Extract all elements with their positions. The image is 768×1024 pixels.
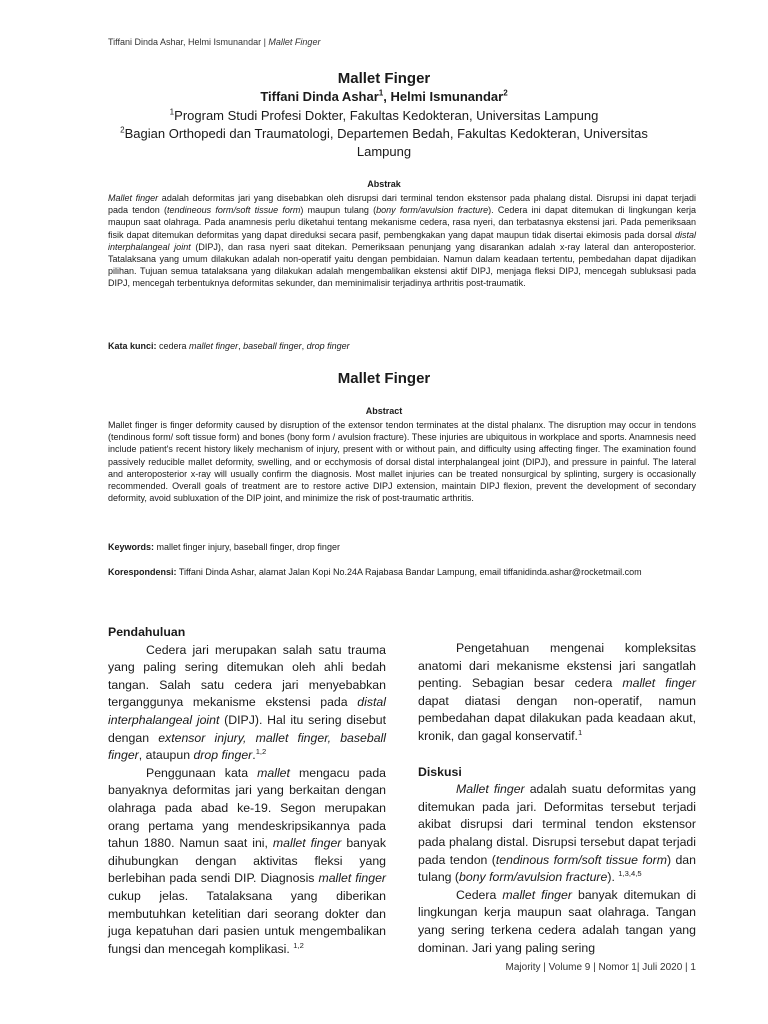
kata-kunci-text-3: , xyxy=(301,341,307,351)
text-span: cukup jelas. Tatalaksana yang diberikan membutuhkan ketelitian dari seorang dokter dan juga kepatuhan dari pasien untuk mengembalikan fungsi dan mencegah komplikasi. xyxy=(108,888,386,956)
text-span: ) dan tulang ( xyxy=(418,852,696,885)
pendahuluan-heading: Pendahuluan xyxy=(108,625,186,639)
kata-kunci-text-1: cedera xyxy=(156,341,190,351)
text-span: adalah suatu deformitas yang ditemukan pada jari. Deformitas tersebut terjadi akibat disrupsi dari terminal tendon ekstensor pada phalang distal. Disrupsi tersebut dapat terjadi pada tendon ( xyxy=(418,782,697,867)
abstract-text: Mallet finger is finger deformity caused by disruption of the extensor tendon terminates at the distal phalanx. The disruption may occur in tendons (tendinous form/ soft tissue form) and bones (bony form / avulsion fracture). These injuries are ubiquitous in workplace and sports. Anamnesis need include patient's recent history likely mechanism of injury, present with or without pain, and difficulty using affecting finger. The examination found passively reducible mallet deformity, swelling, and or ecchymosis of dorsal distal interphalangeal joint (DIPJ), and pressure in painful. The lateral and anteroposterior x-ray will usually confirm the diagnosis. Most mallet injuries can be treated nonsurgical by splinting, surgery is occasionally recommended. Overall goals of treatment are to restore active DIPJ extension, maintain DIPJ flexion, prevent the development of secondary deformity, avoid subluxation of the DIP joint, and minimize the risk of post-traumatic arthritis. xyxy=(108,420,696,504)
diskusi-heading: Diskusi xyxy=(418,764,462,779)
text-span: ). xyxy=(607,870,619,885)
kata-kunci xyxy=(108,340,696,352)
affiliation-1-sup: 1 xyxy=(169,107,175,117)
text-span: banyak ditemukan di lingkungan kerja maupun saat olahraga. Tangan yang sering terkena cedera adalah tangan yang dominan. Jari yang paling sering xyxy=(418,887,696,955)
citation-sup: 1 xyxy=(577,727,583,737)
text-span: mengacu pada banyaknya deformitas jari yang berkaitan dengan olahraga pada abad ke-19. Segon merupakan orang pertama yang mendeskripsikannya pada tahun 1880. Namun saat ini, xyxy=(108,765,386,851)
author-1: Tiffani Dinda Ashar xyxy=(260,89,379,104)
italic-span: mallet xyxy=(257,765,290,780)
kata-kunci-italic-3: drop finger xyxy=(306,341,350,351)
text-span: Cedera xyxy=(456,887,503,902)
italic-span: mallet finger xyxy=(318,871,387,886)
correspondence-text: Tiffani Dinda Ashar, alamat Jalan Kopi No.24A Rajabasa Bandar Lampung, email tiffanidinda.ashar@rocketmail.com xyxy=(176,567,642,577)
paper-title: Mallet Finger xyxy=(337,70,431,87)
affiliation-1 xyxy=(100,107,668,125)
citation-sup: 1,2 xyxy=(255,747,267,757)
italic-span: drop finger xyxy=(193,748,253,763)
affiliation-2 xyxy=(100,125,668,161)
abstrak-text-3: ). Cedera ini dapat ditemukan di lingkungan kerja maupun saat olahraga. Pada anamnesis perlu diketahui tentang mekanisme cedera, rasa nyeri, dan terbatasnya ekstensi jari. Pada pemeriksaan fisik dapat ditemukan deformitas yang dapat direduksi secara pasif, pembengkakan yang dapat maupun tidak disertai ekimosis pada dorsal xyxy=(108,205,697,240)
citation-sup: 1,2 xyxy=(293,940,304,950)
author-line xyxy=(108,89,660,104)
pendahuluan-paragraph-1 xyxy=(108,642,386,765)
abstrak-italic-2: tendineous form/soft tissue form xyxy=(167,205,301,216)
italic-span: mallet finger xyxy=(622,676,696,691)
running-head-authors: Tiffani Dinda Ashar, Helmi Ismunandar xyxy=(108,37,262,47)
body-column-right xyxy=(418,640,696,957)
kata-kunci-text-2: , xyxy=(238,341,244,351)
italic-span: Mallet finger xyxy=(456,782,525,797)
abstrak-italic-4: distal interphalangeal joint xyxy=(108,229,696,252)
text-span: . xyxy=(252,748,256,763)
running-head-title: Mallet Finger xyxy=(268,37,321,47)
page-footer: Majority | Volume 9 | Nomor 1| Juli 2020 | 1 xyxy=(505,962,696,973)
author-2-sup: 2 xyxy=(503,88,508,98)
abstrak-italic-1: Mallet finger xyxy=(108,193,159,203)
author-2: Helmi Ismunandar xyxy=(390,89,504,104)
affiliation-1-text: Program Studi Profesi Dokter, Fakultas Kedokteran, Universitas Lampung xyxy=(174,108,599,123)
body-column-left xyxy=(108,624,386,958)
text-span: (DIPJ). Hal itu sering disebut dengan xyxy=(108,712,386,745)
text-span: Penggunaan kata xyxy=(146,765,258,780)
text-span: banyak dihubungkan dengan aktivitas fleksi yang berlebihan pada sendi DIP. Diagnosis xyxy=(108,836,386,886)
italic-span: bony form/avulsion fracture xyxy=(459,870,608,885)
abstrak-text-4: (DIPJ), dan rasa nyeri saat ditekan. Pemeriksaan penunjang yang disarankan adalah x-ray lateral dan anteroposterior. Tatalaksana yang umum dilakukan adalah non-operatif yaitu dengan pembidaian. Namun dalam keadaan tertentu, pembedahan dapat dijadikan pilihan. Tujuan semua tatalaksana yang dilakukan adalah mengembalikan ekstensi aktif DIPJ, menjaga fleksi DIPJ, mencegah subluksasi pada DIPJ, mencegah terbentuknya deformitas sekunder, dan meminimalisir terjadinya arthritis post-traumatik. xyxy=(108,241,696,289)
affiliation-2-sup: 2 xyxy=(120,125,125,135)
abstrak-heading: Abstrak xyxy=(367,179,401,189)
italic-span: distal interphalangeal joint xyxy=(108,695,386,727)
text-span: , ataupun xyxy=(138,748,194,763)
abstrak-text-1: adalah deformitas jari yang disebabkan oleh disrupsi dari terminal tendon ekstensor pada phalang distal. Disrupsi ini dapat terjadi pada tendon ( xyxy=(108,193,696,216)
running-head-separator: | xyxy=(261,37,269,47)
keywords-label: Keywords: xyxy=(108,542,155,552)
pendahuluan-paragraph-2 xyxy=(108,765,386,959)
author-separator: , xyxy=(383,89,391,104)
kata-kunci-label: Kata kunci: xyxy=(108,341,157,351)
kata-kunci-italic-2: baseball finger xyxy=(243,341,302,351)
italic-span: extensor injury, mallet finger, baseball finger xyxy=(108,730,387,763)
running-head xyxy=(108,37,320,47)
author-1-sup: 1 xyxy=(378,88,384,98)
italic-span: mallet finger xyxy=(272,836,342,851)
text-span: dapat diatasi dengan non-operatif, namun pembedahan dapat dilakukan pada keadaan akut, kronik, dan gagal konservatif. xyxy=(418,693,696,743)
abstrak-italic-3: bony form/avulsion fracture xyxy=(376,205,489,216)
abstrak-text xyxy=(108,192,696,290)
citation-sup: 1,3,4,5 xyxy=(618,869,642,879)
right-paragraph-1 xyxy=(418,640,696,746)
italic-span: tendinous form/soft tissue form xyxy=(495,852,667,867)
text-span: Cedera jari merupakan salah satu trauma yang paling sering ditemukan oleh ahli bedah tangan. Salah satu cedera jari menyebabkan terganggunya mekanisme ekstensi pada xyxy=(108,642,386,710)
diskusi-paragraph-2 xyxy=(418,887,696,957)
text-span: Pengetahuan mengenai kompleksitas anatomi dari mekanisme ekstensi jari sangatlah penting. Sebagian besar cedera xyxy=(418,641,696,691)
correspondence-label: Korespondensi: xyxy=(108,567,177,577)
abstrak-text-2: ) maupun tulang ( xyxy=(300,205,377,216)
affiliation-2-text: Bagian Orthopedi dan Traumatologi, Departemen Bedah, Fakultas Kedokteran, Universitas Lampung xyxy=(124,126,648,159)
keywords xyxy=(108,541,696,553)
diskusi-paragraph-1 xyxy=(418,781,696,887)
kata-kunci-italic-1: mallet finger xyxy=(189,341,239,351)
italic-span: mallet finger xyxy=(502,887,572,902)
keywords-text: mallet finger injury, baseball finger, drop finger xyxy=(154,542,340,552)
abstract-heading: Abstract xyxy=(365,406,403,416)
correspondence xyxy=(108,566,696,578)
english-title: Mallet Finger xyxy=(337,370,431,387)
